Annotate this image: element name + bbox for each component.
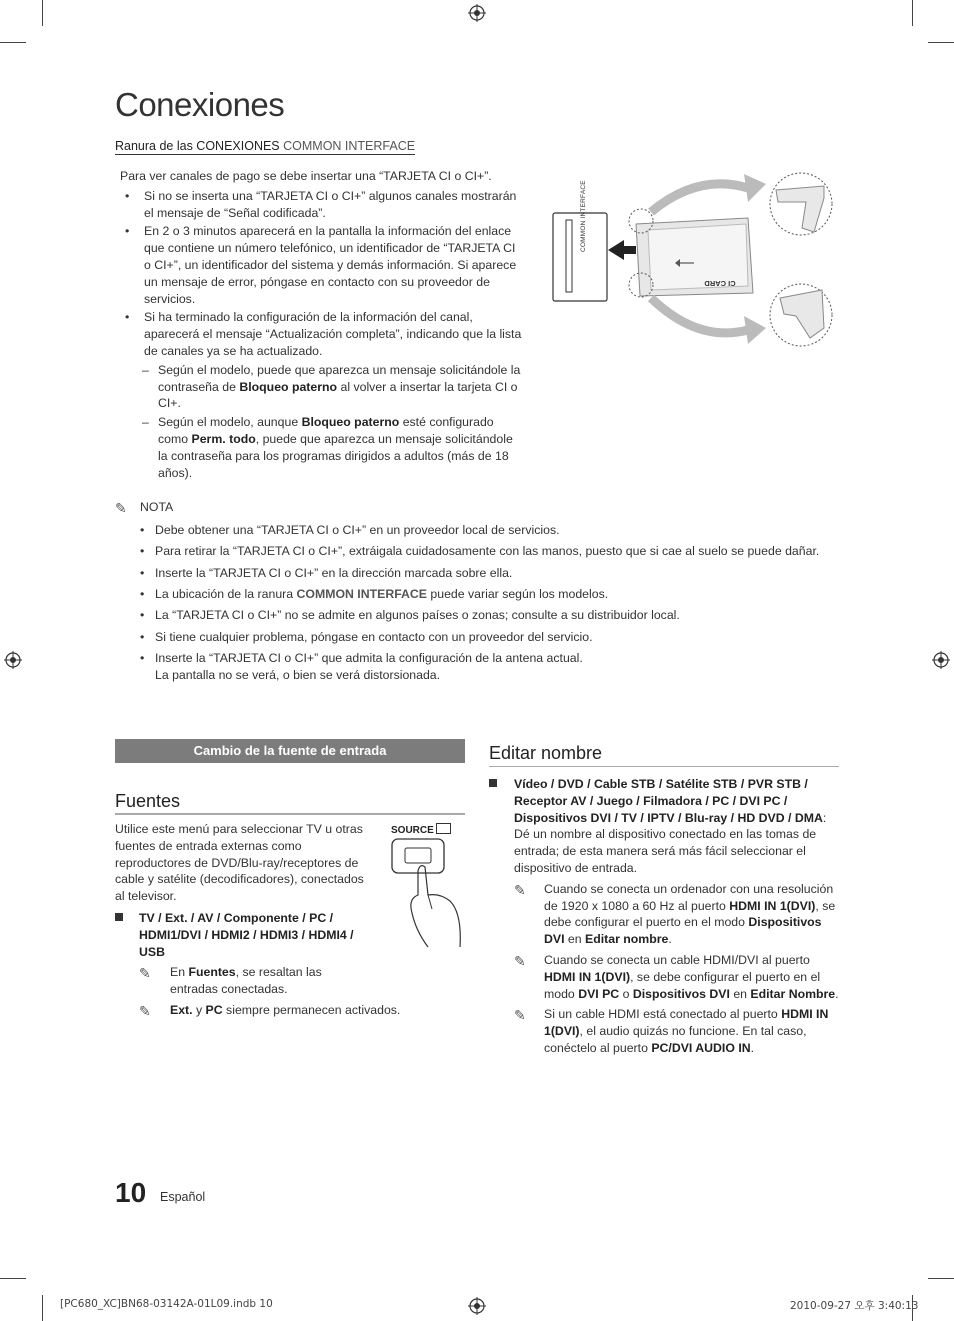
- editar-heading: Editar nombre: [489, 743, 603, 763]
- section-bar: Cambio de la fuente de entrada: [115, 739, 465, 763]
- page-number: 10: [115, 1177, 147, 1208]
- crop-mark: [42, 1295, 43, 1321]
- pencil-icon: ✎: [514, 881, 526, 898]
- crop-mark: [0, 1278, 26, 1279]
- ci-text-block: [120, 168, 525, 483]
- footer-file-info: [PC680_XC]BN68-03142A-01L09.indb 10: [60, 1298, 273, 1310]
- crop-mark: [42, 0, 43, 26]
- ci-bullet-2: • En 2 o 3 minutos aparecerá en la pantalla la información del enlace que contiene un número telefónico, un identificador de “TARJETA CI o CI+”, un identificador del sistema y demás información. Si aparece un mensaje de error, póngase en contacto con su proveedor de servicios.: [120, 223, 525, 307]
- nota-item-2: • Para retirar la “TARJETA CI o CI+”, extráigala cuidadosamente con las manos, puesto que si cae al suelo se puede dañar.: [115, 543, 875, 560]
- nota-item-3: • Inserte la “TARJETA CI o CI+” en la dirección marcada sobre ella.: [115, 565, 875, 582]
- pencil-icon: ✎: [514, 952, 526, 969]
- footer-timestamp: 2010-09-27 오후 3:40:13: [790, 1300, 919, 1312]
- ci-intro: Para ver canales de pago se debe insertar una “TARJETA CI o CI+”.: [120, 169, 492, 183]
- fuentes-para: Utilice este menú para seleccionar TV u otras fuentes de entrada externas como reproductores de DVD/Blu-ray/receptores de cable y satélite (decodificadores), conectados al televisor.: [115, 822, 364, 904]
- square-bullet-icon: [115, 913, 123, 921]
- registration-mark-icon: [468, 4, 486, 22]
- pencil-icon: ✎: [514, 1007, 526, 1024]
- square-bullet-icon: [489, 779, 497, 787]
- slot-label: COMMON INTERFACE: [580, 180, 587, 252]
- source-icon: [436, 823, 451, 834]
- fuentes-list: TV / Ext. / AV / Componente / PC / HDMI1/DVI / HDMI2 / HDMI3 / HDMI4 / USB ✎ En Fuentes, se resaltan las entradas conectadas. ✎ Ext. y PC siempre permanecen activados.: [115, 910, 375, 1019]
- editar-block: Vídeo / DVD / Cable STB / Satélite STB / PVR STB / Receptor AV / Juego / Filmadora / PC / DVI PC / Dispositivos DVI / TV / IPTV / Blu-ray / HD DVD / DMA: Dé un nombre al dispositivo conectado en las tomas de entrada; de esta manera será más fácil seleccionar el dispositivo de entrada. ✎ Cuando se conecta un ordenador con una resolución de 1920 x 1080 a 60 Hz al puerto HDMI IN 1(DVI), se debe configurar el puerto en el modo Dispositivos DVI en Editar nombre. ✎ Cuando se conecta un cable HDMI/DVI al puerto HDMI IN 1(DVI), se debe configurar el puerto en el modo DVI PC o Dispositivos DVI en Editar Nombre. ✎ Si un cable HDMI está conectado al puerto HDMI IN 1(DVI), el audio quizás no funcione. En tal caso, conéctelo al puerto PC/DVI AUDIO IN.: [489, 776, 839, 1057]
- nota-item-1: • Debe obtener una “TARJETA CI o CI+” en un proveedor local de servicios.: [115, 522, 875, 539]
- card-label: CI CARD: [704, 279, 736, 288]
- ci-bullet-1: • Si no se inserta una “TARJETA CI o CI+” algunos canales mostrarán el mensaje de “Señal codificada”.: [120, 188, 525, 222]
- registration-mark-icon: [932, 651, 950, 669]
- ci-card-diagram: [548, 168, 838, 350]
- source-button-hand-icon: [388, 835, 470, 955]
- nota-block: [115, 499, 875, 688]
- page-title: Conexiones: [115, 86, 285, 123]
- nota-item-7: • Inserte la “TARJETA CI o CI+” que admita la configuración de la antena actual. La pantalla no se verá, o bien se verá distorsionada.: [115, 650, 875, 684]
- ci-dash-2: – Según el modelo, aunque Bloqueo paterno esté configurado como Perm. todo, puede que aparezca un mensaje solicitándole la contraseña para los programas dirigidos a adultos (más de 18 años).: [120, 414, 525, 481]
- crop-mark: [928, 42, 954, 43]
- nota-item-4: • La ubicación de la ranura COMMON INTERFACE puede variar según los modelos.: [115, 586, 875, 603]
- ci-dash-1: – Según el modelo, puede que aparezca un mensaje solicitándole la contraseña de Bloqueo paterno al volver a insertar la tarjeta CI o CI+.: [120, 362, 525, 412]
- registration-mark-icon: [4, 651, 22, 669]
- crop-mark: [928, 1278, 954, 1279]
- section-subtitle: Ranura de las CONEXIONES COMMON INTERFACE: [115, 139, 416, 153]
- source-label: SOURCE: [391, 823, 451, 836]
- fuentes-rule: [115, 813, 465, 815]
- pencil-icon: ✎: [139, 1002, 151, 1019]
- crop-mark: [912, 0, 913, 26]
- crop-mark: [0, 42, 26, 43]
- page-language: Español: [160, 1190, 206, 1204]
- ci-bullet-3: • Si ha terminado la configuración de la información del canal, aparecerá el mensaje “Actualización completa”, indicando que la lista de canales ya se ha actualizado. – Según el modelo, puede que aparezca un mensaje solicitándole la contraseña de Bloqueo paterno al volver a insertar la tarjeta CI o CI+. – Según el modelo, aunque Bloqueo paterno esté configurado como Perm. todo, puede que aparezca un mensaje solicitándole la contraseña para los programas dirigidos a adultos (más de 18 años).: [120, 309, 525, 481]
- registration-mark-icon: [468, 1297, 486, 1315]
- nota-item-5: • La “TARJETA CI o CI+” no se admite en algunos países o zonas; consulte a su distribuidor local.: [115, 607, 875, 624]
- pencil-icon: ✎: [139, 965, 151, 982]
- nota-item-6: • Si tiene cualquier problema, póngase en contacto con un proveedor del servicio.: [115, 629, 875, 646]
- pencil-icon: ✎: [115, 500, 127, 516]
- nota-label: NOTA: [140, 500, 174, 514]
- fuentes-heading: Fuentes: [115, 791, 181, 811]
- editar-rule: [489, 766, 839, 767]
